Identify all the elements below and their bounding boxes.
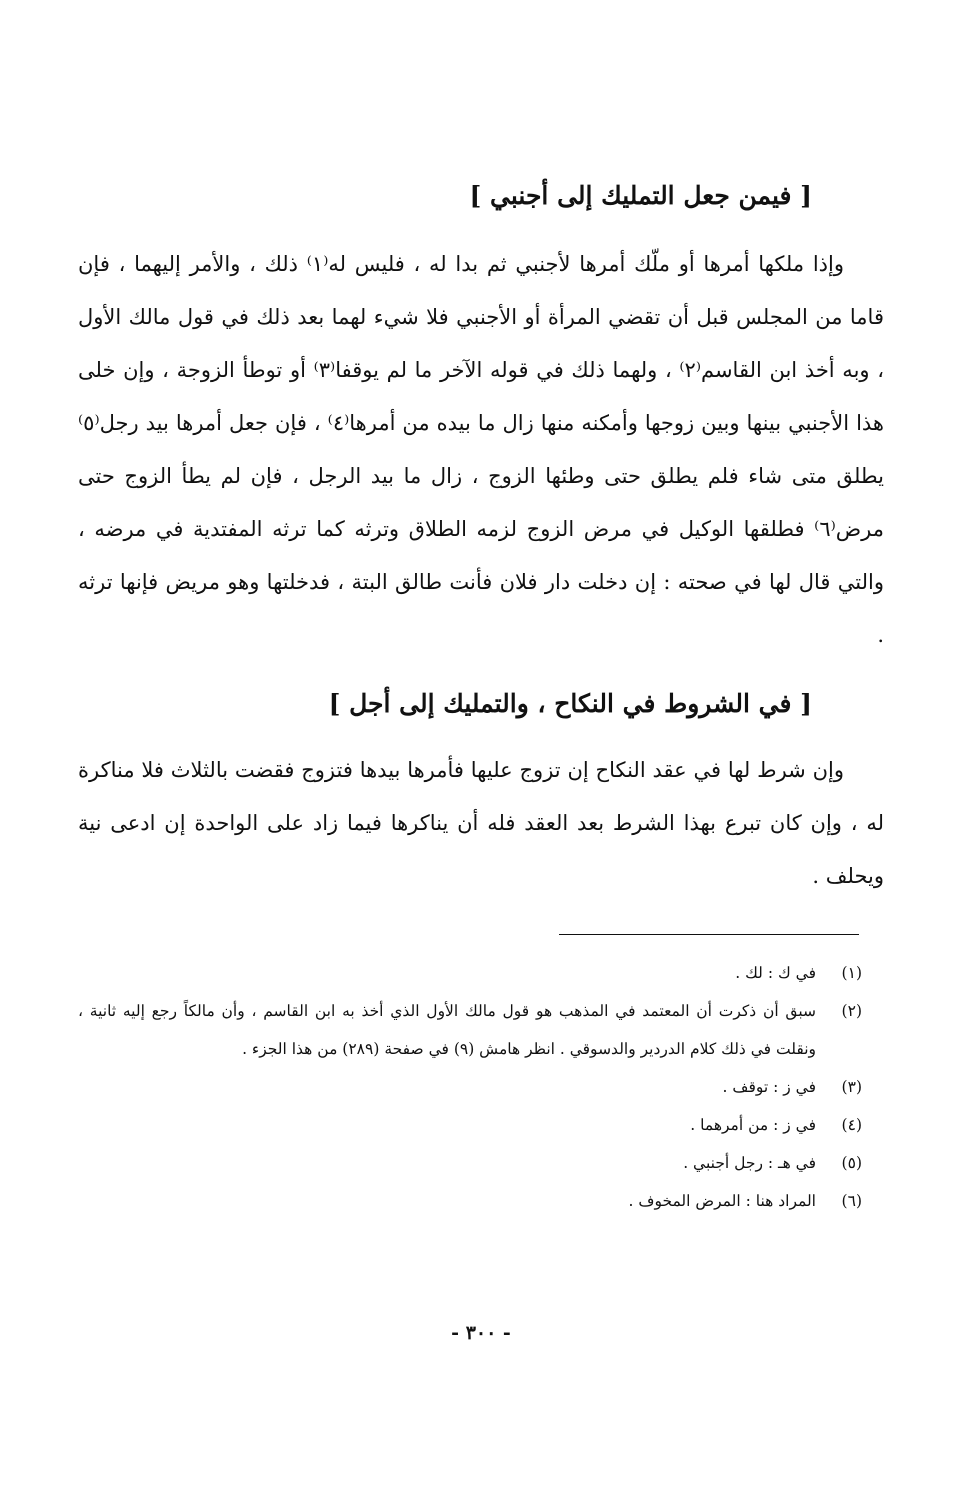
footnote-number: (٤) [841, 1116, 862, 1134]
section-heading-2: [ في الشروط في النكاح ، والتمليك إلى أجل ] [328, 689, 812, 718]
footnote-6 [78, 1182, 862, 1220]
footnote-divider [559, 934, 859, 935]
footnote-text: في ز : توقف . [722, 1078, 816, 1096]
footnote-text: في ز : من أمرهما . [690, 1116, 816, 1134]
footnote-3 [78, 1068, 862, 1106]
footnote-number: (٢) [841, 1002, 862, 1020]
footnotes [78, 954, 862, 1220]
paragraph-2-text: وإن شرط لها في عقد النكاح إن تزوج عليها فأمرها بيدها فتزوج فقضت بالثلاث فلا مناكرة له ، وإن كان تبرع بهذا الشرط بعد العقد فله أن يناكرها فيما زاد على الواحدة إن ادعى نية ويحلف . [78, 758, 884, 888]
paragraph-1 [78, 238, 884, 662]
section-heading-1: [ فيمن جعل التمليك إلى أجنبي ] [469, 181, 812, 210]
footnote-text: في هـ : رجل أجنبي . [683, 1154, 816, 1172]
paragraph-2 [78, 744, 884, 903]
footnote-number: (٥) [841, 1154, 862, 1172]
footnote-number: (٦) [841, 1192, 862, 1210]
footnote-5 [78, 1144, 862, 1182]
footnote-text: المراد هنا : المرض المخوف . [628, 1192, 816, 1210]
footnote-1 [78, 954, 862, 992]
footnote-number: (١) [841, 964, 862, 982]
footnote-number: (٣) [841, 1078, 862, 1096]
paragraph-1-text: وإذا ملكها أمرها أو ملّك أمرها لأجنبي ثم بدا له ، فليس له⁽١⁾ ذلك ، والأمر إليهما ، فإن قاما من المجلس قبل أن تقضي المرأة أو الأجنبي فلا شيء لهما بعد ذلك في قول مالك الأول ، وبه أخذ ابن القاسم⁽٢⁾ ، ولهما ذلك في قوله الآخر ما لم يوقفا⁽٣⁾ أو توطأ الزوجة ، وإن خلى هذا الأجنبي بينها وبين زوجها وأمكنه منها زال ما بيده من أمرها⁽٤⁾ ، فإن جعل أمرها بيد رجل⁽٥⁾ يطلق متى شاء فلم يطلق حتى وطئها الزوج ، زال ما بيد الرجل ، فإن لم يطأ الزوج حتى مرض⁽٦⁾ فطلقها الوكيل في مرض الزوج لزمه الطلاق وترثه كما ترثه المفتدية في مرضه ، والتي قال لها في صحته : إن دخلت دار فلان فأنت طالق البتة ، فدخلتها وهو مريض فإنها ترثه . [78, 252, 884, 647]
footnote-text: في ك : لك . [735, 964, 816, 982]
page-number: - ٣٠٠ - [451, 1322, 511, 1344]
footnote-2 [78, 992, 862, 1068]
footnote-4 [78, 1106, 862, 1144]
footnote-text: سبق أن ذكرت أن المعتمد في المذهب هو قول مالك الأول الذي أخذ به ابن القاسم ، وأن مالكاً رجع إليه ثانية ، ونقلت في ذلك كلام الدردير والدسوقي . انظر هامش (٩) في صفحة (٢٨٩) من هذا الجزء . [78, 1002, 816, 1058]
